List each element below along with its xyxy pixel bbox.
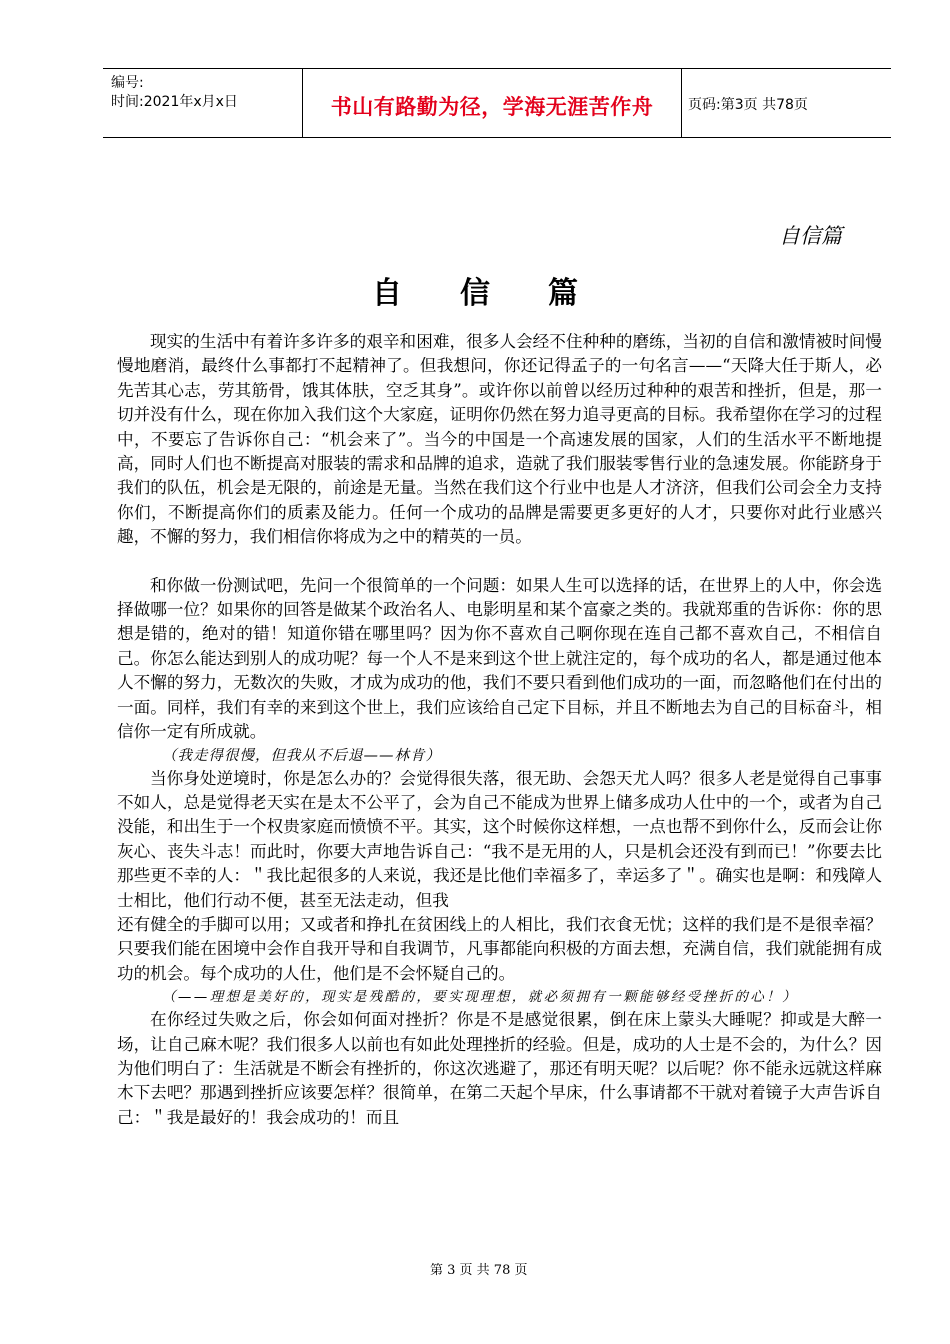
page-title: 自信篇 [372, 276, 636, 311]
quote-lincoln: （我走得很慢，但我从不后退——林肯） [162, 747, 441, 764]
paragraph-2: 和你做一份测试吧，先问一个很简单的一个问题：如果人生可以选择的话，在世界上的人中，你会选择做哪一位？如果你的回答是做某个政治名人、电影明星和某个富豪之类的。我就郑重的告诉你：你的思想是错的，绝对的错！知道你错在哪里吗？因为你不喜欢自己啊你现在连自己都不喜欢自己，不相信自己。你怎么能达到别人的成功呢？每一个人不是来到这个世上就注定的，每个成功的名人，都是通过他本人不懈的努力，无数次的失败，才成为成功的他，我们不要只看到他们成功的一面，而忽略他们在付出的一面。同样，我们有幸的来到这个世上，我们应该给自己定下目标，并且不断地去为自己的目标奋斗，相信你一定有所成就。 [117, 575, 882, 742]
paragraph-3: 当你身处逆境时，你是怎么办的？会觉得很失落，很无助、会怨天尤人吗？很多人老是觉得自己事事不如人，总是觉得老天实在是太不公平了，会为自己不能成为世界上储多成功人仕中的一个，或者为自己没能，和出生于一个权贵家庭而愤愤不平。其实，这个时候你这样想，一点也帮不到你什么，反而会让你灰心、丧失斗志！而此时，你要大声地告诉自己：“我不是无用的人，只是机会还没有到而已！”你要去比那些更不幸的人：＂我比起很多的人来说，我还是比他们幸福多了，幸运多了＂。确实也是啊：和残障人士相比，他们行动不便，甚至无法走动，但我 [117, 768, 882, 910]
header-table [103, 68, 891, 138]
body-text [117, 330, 882, 1130]
paragraph-4: 还有健全的手脚可以用；又或者和挣扎在贫困线上的人相比，我们衣食无忧；这样的我们是不是很幸福？只要我们能在困境中会作自我开导和自我调节，凡事都能向积极的方面去想，充满自信，我们就能拥有成功的机会。每个成功的人仕，他们是不会怀疑自己的。 [117, 914, 882, 983]
header-meta-cell [103, 69, 303, 137]
quote-ideal: （——理想是美好的，现实是残酷的，要实现理想，就必须拥有一颗能够经受挫折的心！） [162, 989, 798, 1006]
section-tag: 自信篇 [779, 224, 842, 248]
header-page-cell [682, 69, 891, 137]
paragraph-5: 在你经过失败之后，你会如何面对挫折？你是不是感觉很累，倒在床上蒙头大睡呢？抑或是大醉一场，让自己麻木呢？我们很多人以前也有如此处理挫折的经验。但是，成功的人士是不会的，为什么？因为他们明白了：生活就是不断会有挫折的，你这次逃避了，那还有明天呢？以后呢？你不能永远就这样麻木下去吧？那遇到挫折应该要怎样？很简单，在第二天起个早床，什么事请都不干就对着镜子大声告诉自己：＂我是最好的！我会成功的！而且 [117, 1010, 882, 1127]
page-info: 页码:第3页 共78页 [688, 97, 808, 113]
header-motto-cell [303, 69, 682, 137]
date-line: 时间:2021年x月x日 [111, 94, 238, 110]
page-footer: 第 3 页 共 78 页 [430, 1263, 528, 1278]
motto: 书山有路勤为径，学海无涯苦作舟 [330, 95, 654, 119]
serial-label: 编号: [111, 75, 144, 91]
paragraph-1: 现实的生活中有着许多许多的艰辛和困难，很多人会经不住种种的磨练，当初的自信和激情被时间慢慢地磨消，最终什么事都打不起精神了。但我想问，你还记得孟子的一句名言——“天降大任于斯人，必先苦其心志，劳其筋骨，饿其体肤，空乏其身”。或许你以前曾以经历过种种的艰苦和挫折，但是，那一切并没有什么，现在你加入我们这个大家庭，证明你仍然在努力追寻更高的目标。我希望你在学习的过程中，不要忘了告诉你自己：“机会来了”。当今的中国是一个高速发展的国家，人们的生活水平不断地提高，同时人们也不断提高对服装的需求和品牌的追求，造就了我们服装零售行业的急速发展。你能跻身于我们的队伍，机会是无限的，前途是无量。当然在我们这个行业中也是人才济济，但我们公司会全力支持你们，不断提高你们的质素及能力。任何一个成功的品牌是需要更多更好的人才，只要你对此行业感兴趣，不懈的努力，我们相信你将成为之中的精英的一员。 [117, 332, 882, 547]
